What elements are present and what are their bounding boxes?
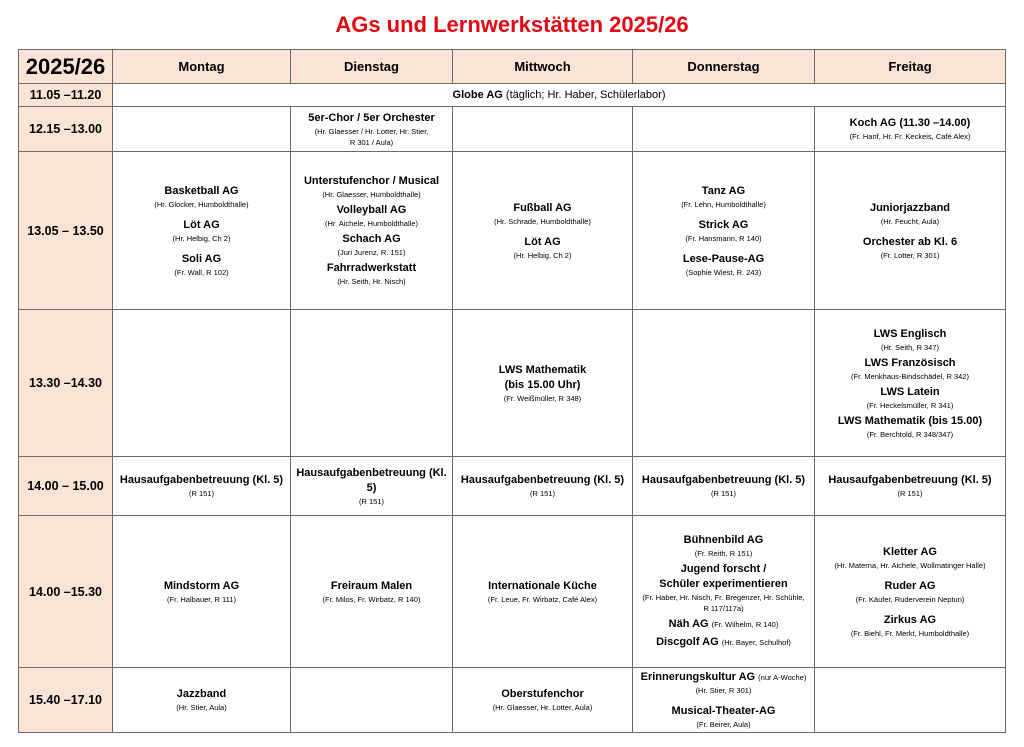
activity-name-text: Orchester ab Kl. 6 <box>862 235 958 248</box>
activity-detail: (Hr. Stier, R 301) <box>695 686 752 695</box>
activity-name <box>818 579 1002 594</box>
activity-name <box>116 218 287 233</box>
activity-name-text: Strick AG <box>698 218 749 231</box>
activity <box>116 218 287 244</box>
activity-detail: (Fr. Reith, R 151) <box>694 549 753 558</box>
activity-detail: (Fr. Haber, Hr. Nisch, Fr. Bregenzer, Hr. Schühle, <box>642 593 805 602</box>
activity-name-text: LWS Mathematik (bis 15.00) <box>837 414 983 427</box>
activity-name-text: Internationale Küche <box>488 579 597 592</box>
schedule-row <box>19 457 1006 516</box>
activity-name <box>116 184 287 199</box>
cell-friday <box>815 457 1006 516</box>
activity-name <box>636 473 811 488</box>
activity-name <box>294 232 449 247</box>
cell-friday <box>815 152 1006 310</box>
activity-detail-inline: (Fr. Wilhelm, R 140) <box>711 620 779 629</box>
activity-name <box>456 687 629 702</box>
activity-detail: (Fr. Lehn, Humboldthalle) <box>681 199 766 209</box>
cell-wednesday <box>453 668 633 733</box>
cell-monday <box>113 668 291 733</box>
activity-name-text: Schach AG <box>342 233 401 245</box>
activity-detail-line2: R 117/117a) <box>703 604 744 613</box>
activity-detail: (Fr. Beirer, Aula) <box>696 720 751 729</box>
activity-name-text: Mindstorm AG <box>163 579 240 592</box>
activity-name <box>818 356 1002 371</box>
time-slot: 12.15 –13.00 <box>19 107 113 152</box>
activity-detail: (Hr. Seith, Hr. Nisch) <box>337 277 406 286</box>
activity-name-text: Basketball AG <box>164 184 239 197</box>
activity <box>116 473 287 499</box>
day-header-friday: Freitag <box>815 50 1006 84</box>
activity-detail: (Hr. Helbig, Ch 2) <box>172 233 231 243</box>
activity-detail: (Hr. Materna, Hr. Aichele, Wollmatinger Halle) <box>834 560 986 570</box>
cell-thursday <box>633 152 815 310</box>
activity-detail: (Hr. Helbig, Ch 2) <box>513 250 572 260</box>
activity-name <box>818 116 1002 131</box>
activity <box>294 466 449 507</box>
activity-detail: (Fr. Menkhaus-Bindschädel, R 342) <box>851 371 969 381</box>
activity <box>294 174 449 200</box>
activity <box>818 116 1002 142</box>
activity-name <box>636 562 811 577</box>
activity-detail: (Hr. Schrade, Humboldthalle) <box>494 216 591 226</box>
activity-detail: (Hr. Stier, Aula) <box>176 703 227 712</box>
activity-name-text: Hausaufgabenbetreuung (Kl. 5) <box>296 466 447 494</box>
cell-thursday <box>633 107 815 152</box>
activity-name <box>636 670 811 685</box>
activity-name <box>636 218 811 233</box>
activity-name <box>636 533 811 548</box>
activity-detail: (Fr. Halbauer, R 111) <box>167 594 236 604</box>
day-header-thursday: Donnerstag <box>633 50 815 84</box>
activity-name <box>294 579 449 594</box>
activity-name-text: Bühnenbild AG <box>683 534 764 546</box>
activity-detail: (Hr. Glaesser, Humboldthalle) <box>322 190 421 199</box>
activity-name <box>818 327 1002 342</box>
cell-tuesday <box>291 152 453 310</box>
activity <box>294 261 449 287</box>
activity-name <box>456 579 629 594</box>
activity-name-line2: (bis 15.00 Uhr) <box>504 378 581 391</box>
time-slot: 13.30 –14.30 <box>19 310 113 457</box>
activity-detail: (Fr. Biehl, Fr. Merkt, Humboldthalle) <box>850 628 970 638</box>
time-slot: 14.00 – 15.00 <box>19 457 113 516</box>
activity <box>294 579 449 605</box>
activity <box>818 613 1002 639</box>
activity-detail: (Fr. Käufer, Ruderverein Neptun) <box>855 594 965 604</box>
activity-name-text: Fußball AG <box>513 201 572 214</box>
activity-detail: (R 151) <box>188 489 214 498</box>
activity <box>818 545 1002 571</box>
activity <box>818 385 1002 411</box>
activity-name-text: Ruder AG <box>884 579 936 592</box>
activity <box>636 562 811 614</box>
activity-name-text: Hausaufgabenbetreuung (Kl. 5) <box>641 474 806 486</box>
cell-friday <box>815 310 1006 457</box>
activity-name <box>636 617 811 632</box>
activity <box>636 533 811 559</box>
activity-name-text: Juniorjazzband <box>869 201 951 214</box>
day-header-monday: Montag <box>113 50 291 84</box>
activity-name-text: Jugend forscht / <box>680 563 767 575</box>
all-days-cell <box>113 84 1006 107</box>
activity-name <box>116 687 287 702</box>
page-title: AGs und Lernwerkstätten 2025/26 <box>335 12 689 37</box>
activity-name-text: Lese-Pause-AG <box>682 252 765 265</box>
activity-name-text: Soli AG <box>181 252 222 265</box>
activity-detail: (R 151) <box>710 489 736 498</box>
activity <box>636 252 811 278</box>
activity-name <box>294 261 449 276</box>
activity <box>818 579 1002 605</box>
activity <box>818 235 1002 261</box>
cell-wednesday <box>453 152 633 310</box>
activity-detail: (Fr. Heckelsmüller, R 341) <box>866 400 954 410</box>
activity-detail: (R 151) <box>529 489 555 498</box>
activity-detail: (Hr. Feucht, Aula) <box>880 216 940 226</box>
activity-name <box>818 473 1002 488</box>
activity-name-text: Musical-Theater-AG <box>671 705 776 717</box>
activity-name <box>116 252 287 267</box>
activity-name-text: Jazzband <box>176 688 227 700</box>
cell-tuesday <box>291 668 453 733</box>
activity-name <box>116 473 287 488</box>
activity-name-text: Zirkus AG <box>883 613 937 626</box>
activity-name-text: Discgolf AG <box>656 636 719 648</box>
activity-name <box>294 111 449 126</box>
activity <box>636 617 811 632</box>
activity-name-text: Volleyball AG <box>336 204 407 216</box>
activity-name <box>294 174 449 189</box>
activity-name <box>636 184 811 199</box>
activity-detail: (Fr. Wall, R 102) <box>174 267 229 277</box>
activity <box>456 579 629 605</box>
schedule-row <box>19 84 1006 107</box>
activity <box>456 201 629 227</box>
schedule-row <box>19 668 1006 733</box>
header-row <box>19 50 1006 84</box>
activity-detail: (Fr. Lotter, R 301) <box>880 250 940 260</box>
activity-name <box>818 613 1002 628</box>
time-slot: 11.05 –11.20 <box>19 84 113 107</box>
cell-monday <box>113 152 291 310</box>
cell-monday <box>113 457 291 516</box>
cell-wednesday <box>453 107 633 152</box>
activity-name <box>456 201 629 216</box>
activity-detail: (täglich; Hr. Haber, Schülerlabor) <box>505 89 666 101</box>
activity-detail: (Hr. Aichele, Humboldthalle) <box>325 219 418 228</box>
activity-name-text: Fahrradwerkstatt <box>326 262 417 274</box>
cell-wednesday <box>453 516 633 668</box>
activity-name <box>818 385 1002 400</box>
activity-name <box>636 252 811 267</box>
activity-detail: (Fr. Berchtold, R 348/347) <box>866 429 954 439</box>
activity-name-text: Hausaufgabenbetreuung (Kl. 5) <box>828 474 992 486</box>
activity-name <box>818 235 1002 250</box>
activity-name <box>456 235 629 250</box>
activity-name-text: Löt AG <box>183 218 220 231</box>
activity <box>456 363 629 404</box>
activity <box>116 687 287 713</box>
schedule-row <box>19 152 1006 310</box>
activity <box>818 473 1002 499</box>
activity-detail: (Juri Jurenz, R. 151) <box>337 248 406 257</box>
activity <box>456 473 629 499</box>
activity-name-text: Näh AG <box>668 618 709 630</box>
activity-name-text: Koch AG (11.30 –14.00) <box>849 117 971 129</box>
day-header-wednesday: Mittwoch <box>453 50 633 84</box>
time-slot: 14.00 –15.30 <box>19 516 113 668</box>
activity-name-text: Hausaufgabenbetreuung (Kl. 5) <box>460 474 625 486</box>
cell-thursday <box>633 516 815 668</box>
cell-tuesday <box>291 310 453 457</box>
activity-name-text: LWS Französisch <box>864 356 956 369</box>
cell-monday <box>113 516 291 668</box>
activity <box>116 579 287 605</box>
activity <box>636 184 811 210</box>
activity-name-line2: Schüler experimentieren <box>659 578 788 590</box>
cell-friday <box>815 107 1006 152</box>
activity <box>636 670 811 696</box>
activity-name <box>818 545 1002 560</box>
activity-name <box>456 473 629 488</box>
activity <box>818 356 1002 382</box>
schedule-table <box>18 49 1006 733</box>
activity-name-text: Tanz AG <box>701 184 746 197</box>
activity-name: Globe AG <box>452 89 503 101</box>
activity <box>636 635 811 650</box>
activity-name-text: Unterstufenchor / Musical <box>303 175 440 187</box>
cell-monday <box>113 310 291 457</box>
activity-name-text: Löt AG <box>524 235 561 248</box>
activity-name <box>294 466 449 496</box>
activity-detail: (R 151) <box>358 496 384 506</box>
activity <box>818 414 1002 440</box>
cell-wednesday <box>453 310 633 457</box>
activity-name-text: Kletter AG <box>883 545 937 558</box>
activity-detail: (Fr. Milos, Fr. Wirbatz, R 140) <box>322 594 421 604</box>
activity-name <box>818 201 1002 216</box>
cell-tuesday <box>291 107 453 152</box>
activity-name <box>636 704 811 719</box>
activity <box>294 111 449 148</box>
schedule-row <box>19 516 1006 668</box>
activity-detail: (Fr. Weißmüller, R 348) <box>503 393 582 403</box>
activity-name <box>116 579 287 594</box>
cell-thursday <box>633 457 815 516</box>
cell-friday <box>815 668 1006 733</box>
activity <box>636 704 811 730</box>
activity-name-text: Freiraum Malen <box>330 579 413 592</box>
activity <box>294 232 449 258</box>
cell-wednesday <box>453 457 633 516</box>
cell-monday <box>113 107 291 152</box>
time-slot: 13.05 – 13.50 <box>19 152 113 310</box>
activity-name-text: Erinnerungskultur AG <box>640 671 756 683</box>
activity-name <box>456 363 629 378</box>
cell-tuesday <box>291 457 453 516</box>
activity-detail-inline: (nur A-Woche) <box>758 673 807 682</box>
schedule-row <box>19 107 1006 152</box>
activity-detail: (Fr. Leue, Fr. Wirbatz, Café Alex) <box>487 594 598 604</box>
activity-name-text: LWS Latein <box>880 385 940 398</box>
activity <box>636 473 811 499</box>
activity <box>116 184 287 210</box>
activity-detail: (R 151) <box>897 489 923 498</box>
activity-name <box>818 414 1002 429</box>
activity-detail-line2: R 301 / Aula) <box>349 137 394 147</box>
activity <box>456 687 629 713</box>
activity <box>818 327 1002 353</box>
activity-name-text: Hausaufgabenbetreuung (Kl. 5) <box>119 474 284 486</box>
activity-detail: (Hr. Glaesser / Hr. Lotter, Hr. Stier, <box>314 126 429 136</box>
activity-detail: (Hr. Seith, R 347) <box>881 342 939 352</box>
activity-name-text: LWS Englisch <box>873 327 947 340</box>
activity-name-text: Oberstufenchor <box>501 688 584 700</box>
activity <box>456 235 629 261</box>
activity-detail: (Sophie Wiest, R. 243) <box>685 267 762 277</box>
activity <box>636 218 811 244</box>
cell-thursday <box>633 310 815 457</box>
schedule-row <box>19 310 1006 457</box>
activity-detail: (Hr. Glaesser, Hr. Lotter, Aula) <box>492 703 593 712</box>
activity-name-text: 5er-Chor / 5er Orchester <box>308 111 435 124</box>
activity-name <box>294 203 449 218</box>
day-header-tuesday: Dienstag <box>291 50 453 84</box>
activity-detail: (Hr. Glocker, Humboldthalle) <box>154 199 249 209</box>
activity <box>818 201 1002 227</box>
cell-tuesday <box>291 516 453 668</box>
activity-name <box>636 635 811 650</box>
activity-detail-inline: (Hr. Bayer, Schulhof) <box>721 638 791 647</box>
cell-friday <box>815 516 1006 668</box>
cell-thursday <box>633 668 815 733</box>
activity-detail: (Fr. Hansmann, R 140) <box>685 233 762 243</box>
activity-detail: (Fr. Hanf, Hr. Fr. Keckeis, Café Alex) <box>849 132 971 141</box>
corner-cell: 2025/26 <box>19 50 113 84</box>
time-slot: 15.40 –17.10 <box>19 668 113 733</box>
activity <box>294 203 449 229</box>
activity-name-text: LWS Mathematik <box>498 363 587 376</box>
activity <box>116 252 287 278</box>
